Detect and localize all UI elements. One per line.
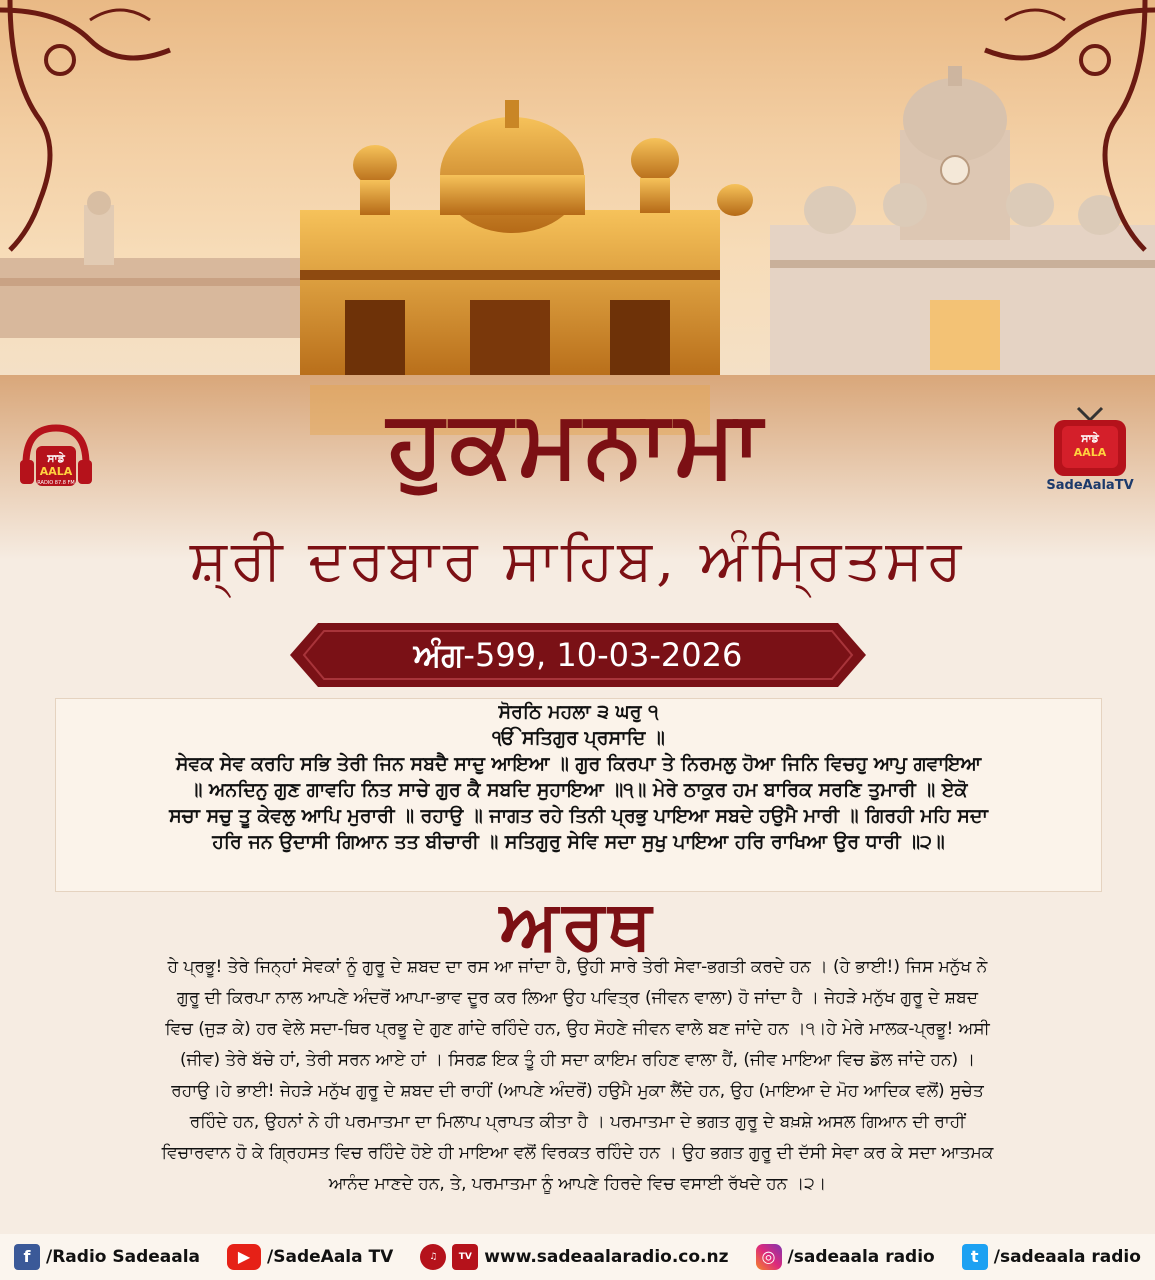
- gurbani-line: ਸਚਾ ਸਚੁ ਤੂ ਕੇਵਲੁ ਆਪਿ ਮੁਰਾਰੀ ॥ ਰਹਾਉ ॥ ਜਾਗਤ ਰਹੇ ਤਿਨੀ ਪ੍ਰਭੁ ਪਾਇਆ ਸਬਦੇ ਹਉਮੈ ਮਾਰੀ ॥ ਗਿਰਹੀ ਮਹਿ ਸਦਾ: [169, 805, 988, 827]
- website-url: www.sadeaalaradio.co.nz: [484, 1247, 729, 1267]
- tv-logo-top: ਸਾਡੇ: [1081, 432, 1099, 445]
- meaning-line: ਵਿਚਾਰਵਾਨ ਹੋ ਕੇ ਗ੍ਰਿਹਸਤ ਵਿਚ ਰਹਿੰਦੇ ਹੋਏ ਹੀ ਮਾਇਆ ਵਲੋਂ ਵਿਰਕਤ ਰਹਿੰਦੇ ਹਨ । ਉਹ ਭਗਤ ਗੁਰੂ ਦੀ ਦੱਸੀ ਸੇਵਾ ਕਰ ਕੇ ਸਦਾ ਆਤਮਕ: [161, 1143, 994, 1163]
- youtube-icon: ▶: [227, 1244, 261, 1270]
- gurbani-line: ॥ ਅਨਦਿਨੁ ਗੁਣ ਗਾਵਹਿ ਨਿਤ ਸਾਚੇ ਗੁਰ ਕੈ ਸਬਦਿ ਸੁਹਾਇਆ ॥੧॥ ਮੇਰੇ ਠਾਕੁਰ ਹਮ ਬਾਰਿਕ ਸਰਣਿ ਤੁਮਾਰੀ ॥ ਏਕੋ: [189, 779, 968, 801]
- meaning-line: ਵਿਚ (ਜੁੜ ਕੇ) ਹਰ ਵੇਲੇ ਸਦਾ-ਥਿਰ ਪ੍ਰਭੂ ਦੇ ਗੁਣ ਗਾਂਦੇ ਰਹਿੰਦੇ ਹਨ, ਉਹ ਸੋਹਣੇ ਜੀਵਨ ਵਾਲੇ ਬਣ ਜਾਂਦੇ ਹਨ ।੧।ਹੇ ਮੇਰੇ ਮਾਲਕ-ਪ੍ਰਭੂ! ਅਸੀ: [165, 1019, 990, 1039]
- gurbani-line: ਹਰਿ ਜਨ ਉਦਾਸੀ ਗਿਆਨ ਤਤ ਬੀਚਾਰੀ ॥ ਸਤਿਗੁਰੁ ਸੇਵਿ ਸਦਾ ਸੁਖੁ ਪਾਇਆ ਹਰਿ ਰਾਖਿਆ ਉਰ ਧਾਰੀ ॥੨॥: [212, 831, 945, 853]
- meaning-line: ਹੇ ਪ੍ਰਭੂ! ਤੇਰੇ ਜਿਨ੍ਹਾਂ ਸੇਵਕਾਂ ਨੂੰ ਗੁਰੂ ਦੇ ਸ਼ਬਦ ਦਾ ਰਸ ਆ ਜਾਂਦਾ ਹੈ, ਉਹੀ ਸਾਰੇ ਤੇਰੀ ਸੇਵਾ-ਭਗਤੀ ਕਰਦੇ ਹਨ । (ਹੇ ਭਾਈ!) ਜਿਸ ਮਨੁੱਖ ਨੇ: [167, 957, 988, 977]
- instagram-icon: ◎: [756, 1244, 782, 1270]
- youtube-handle: /SadeAala TV: [267, 1247, 394, 1267]
- ang-value: -599, 10-03-2026: [463, 636, 743, 674]
- meaning-line: ਗੁਰੂ ਦੀ ਕਿਰਪਾ ਨਾਲ ਆਪਣੇ ਅੰਦਰੋਂ ਆਪਾ-ਭਾਵ ਦੂਰ ਕਰ ਲਿਆ ਉਹ ਪਵਿਤ੍ਰ (ਜੀਵਨ ਵਾਲਾ) ਹੋ ਜਾਂਦਾ ਹੈ । ਜੇਹੜੇ ਮਨੁੱਖ ਗੁਰੂ ਦੇ ਸ਼ਬਦ: [177, 988, 978, 1008]
- ornament-top-right: [955, 0, 1155, 260]
- social-footer: [0, 1234, 1155, 1280]
- gurbani-line: ਸੇਵਕ ਸੇਵ ਕਰਹਿ ਸਭਿ ਤੇਰੀ ਜਿਨ ਸਬਦੈ ਸਾਦੁ ਆਇਆ ॥ ਗੁਰ ਕਿਰਪਾ ਤੇ ਨਿਰਮਲੁ ਹੋਆ ਜਿਨਿ ਵਿਚਹੁ ਆਪੁ ਗਵਾਇਆ: [175, 753, 982, 775]
- ang-banner-text: [290, 617, 866, 693]
- tv-logo-main: AALA: [1073, 446, 1107, 459]
- instagram-link[interactable]: [756, 1244, 935, 1270]
- facebook-link[interactable]: [14, 1244, 200, 1270]
- page-title: ਹੁਕਮਨਾਮਾ: [387, 389, 768, 497]
- twitter-icon: t: [962, 1244, 988, 1270]
- radio-logo-main: AALA: [39, 465, 73, 478]
- facebook-handle: /Radio Sadeaala: [46, 1247, 201, 1267]
- meaning-line: (ਜੀਵ) ਤੇਰੇ ਬੱਚੇ ਹਾਂ, ਤੇਰੀ ਸਰਨ ਆਏ ਹਾਂ । ਸਿਰਫ਼ ਇਕ ਤੂੰ ਹੀ ਸਦਾ ਕਾਇਮ ਰਹਿਣ ਵਾਲਾ ਹੈਂ, (ਜੀਵ ਮਾਇਆ ਵਿਚ ਡੋਲ ਜਾਂਦੇ ਹਨ) ।: [179, 1050, 976, 1070]
- tv-logo-label: SadeAalaTV: [1046, 478, 1134, 493]
- radio-mini-logo-icon: ♫: [420, 1244, 446, 1270]
- page-subtitle: ਸ਼੍ਰੀ ਦਰਬਾਰ ਸਾਹਿਬ, ਅੰਮ੍ਰਿਤਸਰ: [189, 528, 966, 593]
- gurbani-line: ੴ ਸਤਿਗੁਰ ਪ੍ਰਸਾਦਿ ॥: [492, 727, 665, 749]
- tv-mini-logo-icon: TV: [452, 1244, 478, 1270]
- meaning-line: ਰਹਾਉ।ਹੇ ਭਾਈ! ਜੇਹੜੇ ਮਨੁੱਖ ਗੁਰੂ ਦੇ ਸ਼ਬਦ ਦੀ ਰਾਹੀਂ (ਆਪਣੇ ਅੰਦਰੋਂ) ਹਉਮੈ ਮੁਕਾ ਲੈਂਦੇ ਹਨ, ਉਹ (ਮਾਇਆ ਦੇ ਮੋਹ ਆਦਿਕ ਵਲੋਂ) ਸੁਚੇਤ: [171, 1081, 984, 1101]
- ornament-top-left: [0, 0, 200, 260]
- radio-logo-sub: RADIO 87.8 FM: [37, 480, 75, 486]
- meaning-line: ਰਹਿੰਦੇ ਹਨ, ਉਹਨਾਂ ਨੇ ਹੀ ਪਰਮਾਤਮਾ ਦਾ ਮਿਲਾਪ ਪ੍ਰਾਪਤ ਕੀਤਾ ਹੈ । ਪਰਮਾਤਮਾ ਦੇ ਭਗਤ ਗੁਰੂ ਦੇ ਬਖ਼ਸ਼ੇ ਅਸਲ ਗਿਆਨ ਦੀ ਰਾਹੀਂ: [189, 1112, 966, 1132]
- meaning-line: ਆਨੰਦ ਮਾਣਦੇ ਹਨ, ਤੇ, ਪਰਮਾਤਮਾ ਨੂੰ ਆਪਣੇ ਹਿਰਦੇ ਵਿਚ ਵਸਾਈ ਰੱਖਦੇ ਹਨ ।੨।: [328, 1174, 827, 1194]
- twitter-handle: /sadeaala radio: [993, 1247, 1141, 1267]
- ang-label: ਅੰਗ: [413, 636, 464, 674]
- gurbani-line: ਸੋਰਠਿ ਮਹਲਾ ੩ ਘਰੁ ੧: [498, 701, 659, 723]
- arth-heading: ਅਰਥ: [499, 885, 656, 965]
- instagram-handle: /sadeaala radio: [787, 1247, 935, 1267]
- facebook-icon: f: [14, 1244, 40, 1270]
- meaning-block: [8, 952, 1147, 1200]
- youtube-link[interactable]: [227, 1244, 393, 1270]
- twitter-link[interactable]: [962, 1244, 1141, 1270]
- gurbani-block: [55, 698, 1102, 892]
- radio-logo-top: ਸਾਡੇ: [47, 452, 65, 465]
- website-link[interactable]: [420, 1244, 728, 1270]
